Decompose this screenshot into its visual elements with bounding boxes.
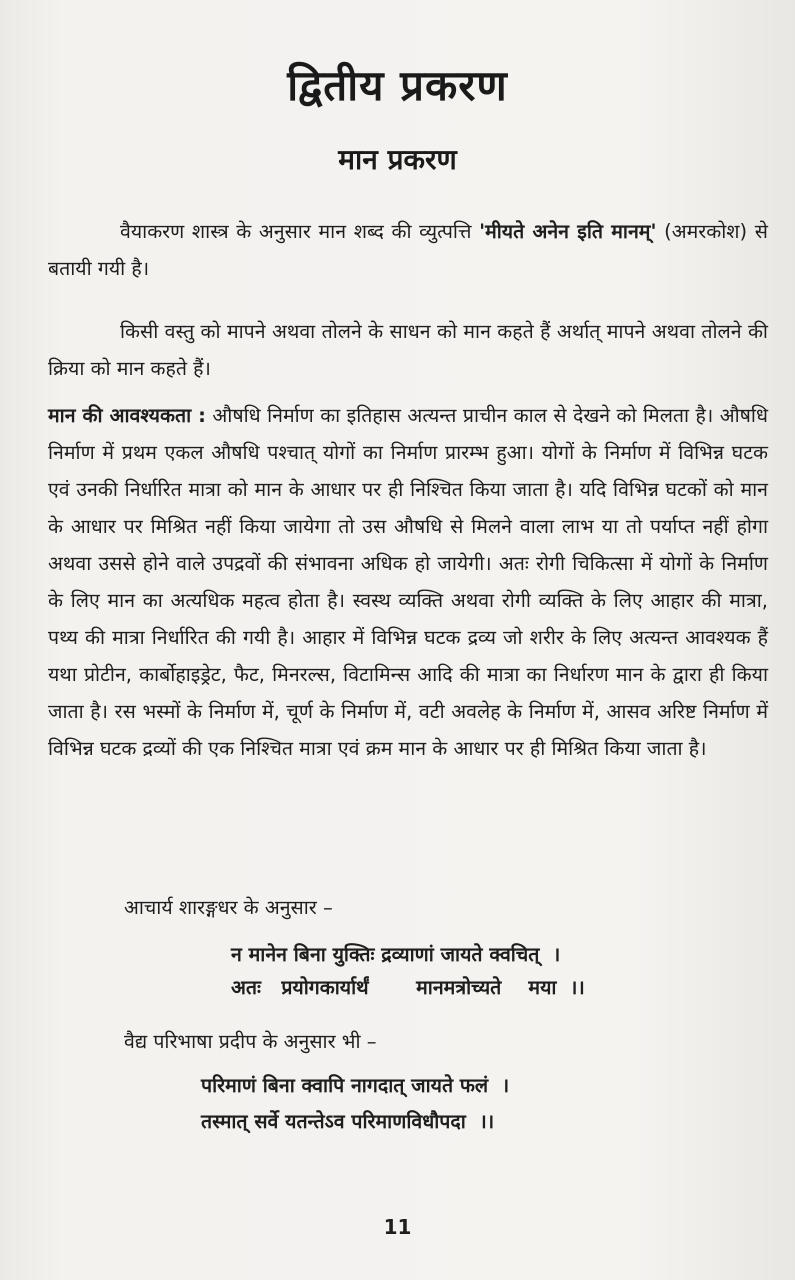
paribhasha-intro: वैद्य परिभाषा प्रदीप के अनुसार भी – [124,1030,377,1053]
necessity-text: औषधि निर्माण का इतिहास अत्यन्त प्राचीन काल से देखने को मिलता है। औषधि निर्माण में प्रथम एकल औषधि पश्चात् योगों का निर्माण प्रारम्भ हुआ। योगों के निर्माण में विभिन्न घटक एवं उनकी निर्धारित मात्रा को मान के आधार पर ही निश्चित किया जाता है। यदि विभिन्न घटकों को मान के आधार पर मिश्रित नहीं किया जायेगा तो उस औषधि से मिलने वाला लाभ या तो पर्याप्त नहीं होगा अथवा उससे होने वाले उपद्रवों की संभावना अधिक हो जायेगी। अतः रोगी चिकित्सा में योगों के निर्माण के लिए मान का अत्यधिक महत्व होता है। स्वस्थ व्यक्ति अथवा रोगी व्यक्ति के लिए आहार की मात्रा, पथ्य की मात्रा निर्धारित की गयी है। आहार में विभिन्न घटक द्रव्य जो शरीर के लिए अत्यन्त आवश्यक हैं यथा प्रोटीन, कार्बोहाइड्रेट, फैट, मिनरल्स, विटामिन्स आदि की मात्रा का निर्धारण मान के द्वारा ही किया जाता है। रस भस्मों के निर्माण में, चूर्ण के निर्माण में, वटी अवलेह के निर्माण में, आसव अरिष्ट निर्माण में विभिन्न घटक द्रव्यों की एक निश्चित मात्रा एवं क्रम मान के आधार पर ही मिश्रित किया जाता है। [48,404,768,760]
paragraph-etymology-tail: (अमरकोश) से बतायी गयी है। [48,220,768,280]
section-title: मान प्रकरण [338,143,457,176]
etymology-quote: 'मीयते अनेन इति मानम्' [479,220,657,243]
page-number: 11 [383,1215,412,1239]
verse-line-1: न मानेन बिना युक्तिः द्रव्याणां जायते क्वचित् । [231,943,561,966]
verse-line-3: परिमाणं बिना क्वापि नागदात् जायते फलं । [201,1074,510,1097]
paragraph-etymology-lead: वैयाकरण शास्त्र के अनुसार मान शब्द की व्युत्पत्ति [120,220,480,243]
verse-line-4: तस्मात् सर्वे यतन्तेऽव परिमाणविधौपदा ।। [201,1110,495,1133]
verse-line-2: अतः प्रयोगकार्यार्थं मानमत्रोच्यते मया ।। [231,976,585,999]
chapter-title: द्वितीय प्रकरण [287,61,508,110]
paragraph-etymology [48,213,768,287]
sharangdhar-intro: आचार्य शारङ्गधर के अनुसार – [124,896,333,919]
necessity-heading: मान की आवश्यकता : [48,404,206,427]
paragraph-definition: किसी वस्तु को मापने अथवा तोलने के साधन को मान कहते हैं अर्थात् मापने अथवा तोलने की क्रिया को मान कहते हैं। [48,320,768,380]
paragraph-necessity [48,397,768,767]
